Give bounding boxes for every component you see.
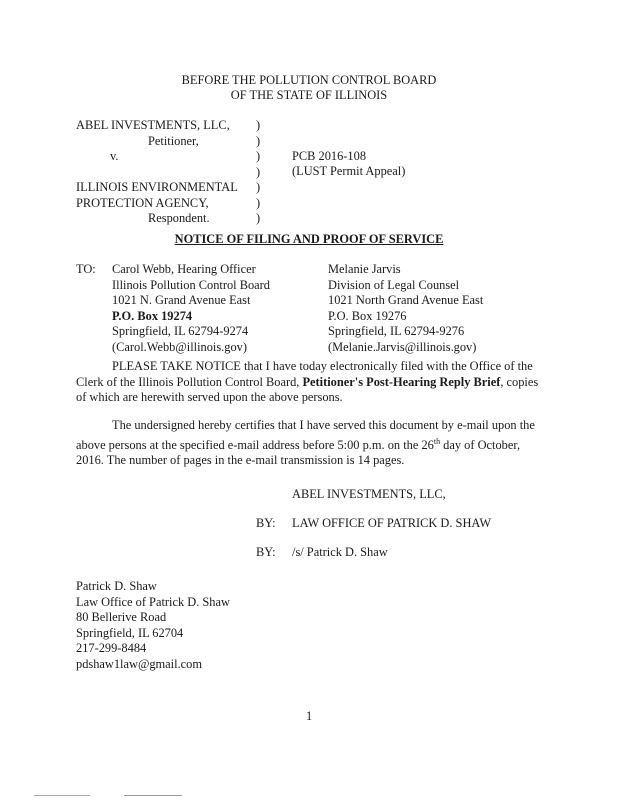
signature-firm: LAW OFFICE OF PATRICK D. SHAW [292, 516, 492, 530]
signature-by-label-2: BY: [256, 545, 276, 559]
attorney-contact-block [76, 579, 230, 672]
recipient-1-address [112, 262, 270, 355]
recipient-2-street: 1021 North Grand Avenue East [328, 293, 484, 307]
page-number: 1 [306, 709, 313, 723]
caption-parties [76, 118, 238, 227]
caption-parentheses: ) ) ) ) ) ) ) [256, 118, 261, 225]
recipient-1-pobox: P.O. Box 19274 [112, 308, 193, 323]
recipient-2-city: Springfield, IL 62794-9276 [328, 324, 465, 338]
recipient-2-address [328, 262, 483, 355]
case-number: PCB 2016-108 [292, 149, 367, 163]
signature-party: ABEL INVESTMENTS, LLC, [292, 487, 446, 501]
recipient-1-street: 1021 N. Grand Avenue East [112, 293, 251, 307]
contact-street: 80 Bellerive Road [76, 610, 167, 624]
to-label: TO: [76, 262, 96, 276]
court-heading-line1: BEFORE THE POLLUTION CONTROL BOARD [181, 73, 437, 87]
case-type: (LUST Permit Appeal) [292, 164, 406, 178]
notice-paragraph: PLEASE TAKE NOTICE that I have today electronically filed with the Office of the Clerk of the Illinois Pollution Control Board, Petitioner's Post-Hearing Reply Brief, copies of which are herewith served upon the above persons. [76, 359, 539, 404]
caption-respondent-role: Respondent. [148, 211, 210, 225]
recipient-1-city: Springfield, IL 62794-9274 [112, 324, 249, 338]
scan-artifact-line-2 [124, 795, 182, 796]
caption-respondent-name-2: PROTECTION AGENCY, [76, 195, 209, 210]
document-title: NOTICE OF FILING AND PROOF OF SERVICE [174, 232, 444, 246]
contact-name: Patrick D. Shaw [76, 579, 157, 593]
court-heading-line2: OF THE STATE OF ILLINOIS [230, 88, 388, 102]
contact-firm: Law Office of Patrick D. Shaw [76, 594, 230, 609]
recipient-2-pobox: P.O. Box 19276 [328, 308, 407, 323]
recipient-2-name: Melanie Jarvis [328, 262, 401, 276]
recipient-1-email: (Carol.Webb@illinois.gov) [112, 339, 247, 354]
recipient-1-name: Carol Webb, Hearing Officer [112, 262, 256, 276]
contact-city: Springfield, IL 62704 [76, 625, 184, 640]
signature-by-label-1: BY: [256, 516, 276, 530]
recipient-1-org: Illinois Pollution Control Board [112, 277, 270, 292]
contact-email: pdshaw1law@gmail.com [76, 656, 202, 671]
filed-document-name: Petitioner's Post-Hearing Reply Brief [302, 374, 501, 389]
scan-artifact-line-1 [34, 795, 90, 796]
signature-signer: /s/ Patrick D. Shaw [292, 545, 388, 559]
caption-versus: v. [110, 149, 119, 163]
certification-paragraph: The undersigned hereby certifies that I have served this document by e-mail upon the above persons at the specified e-mail address before 5:00 p.m. on the 26th day of October, 2016. The number of pages in the e-mail transmission is 14 pages. [76, 418, 535, 468]
caption-petitioner-role: Petitioner, [148, 133, 199, 148]
caption-petitioner-name: ABEL INVESTMENTS, LLC, [76, 118, 230, 132]
caption-respondent-name-1: ILLINOIS ENVIRONMENTAL [76, 180, 238, 194]
recipient-2-org: Division of Legal Counsel [328, 277, 460, 292]
contact-phone: 217-299-8484 [76, 641, 147, 655]
recipient-2-email: (Melanie.Jarvis@illinois.gov) [328, 339, 477, 354]
